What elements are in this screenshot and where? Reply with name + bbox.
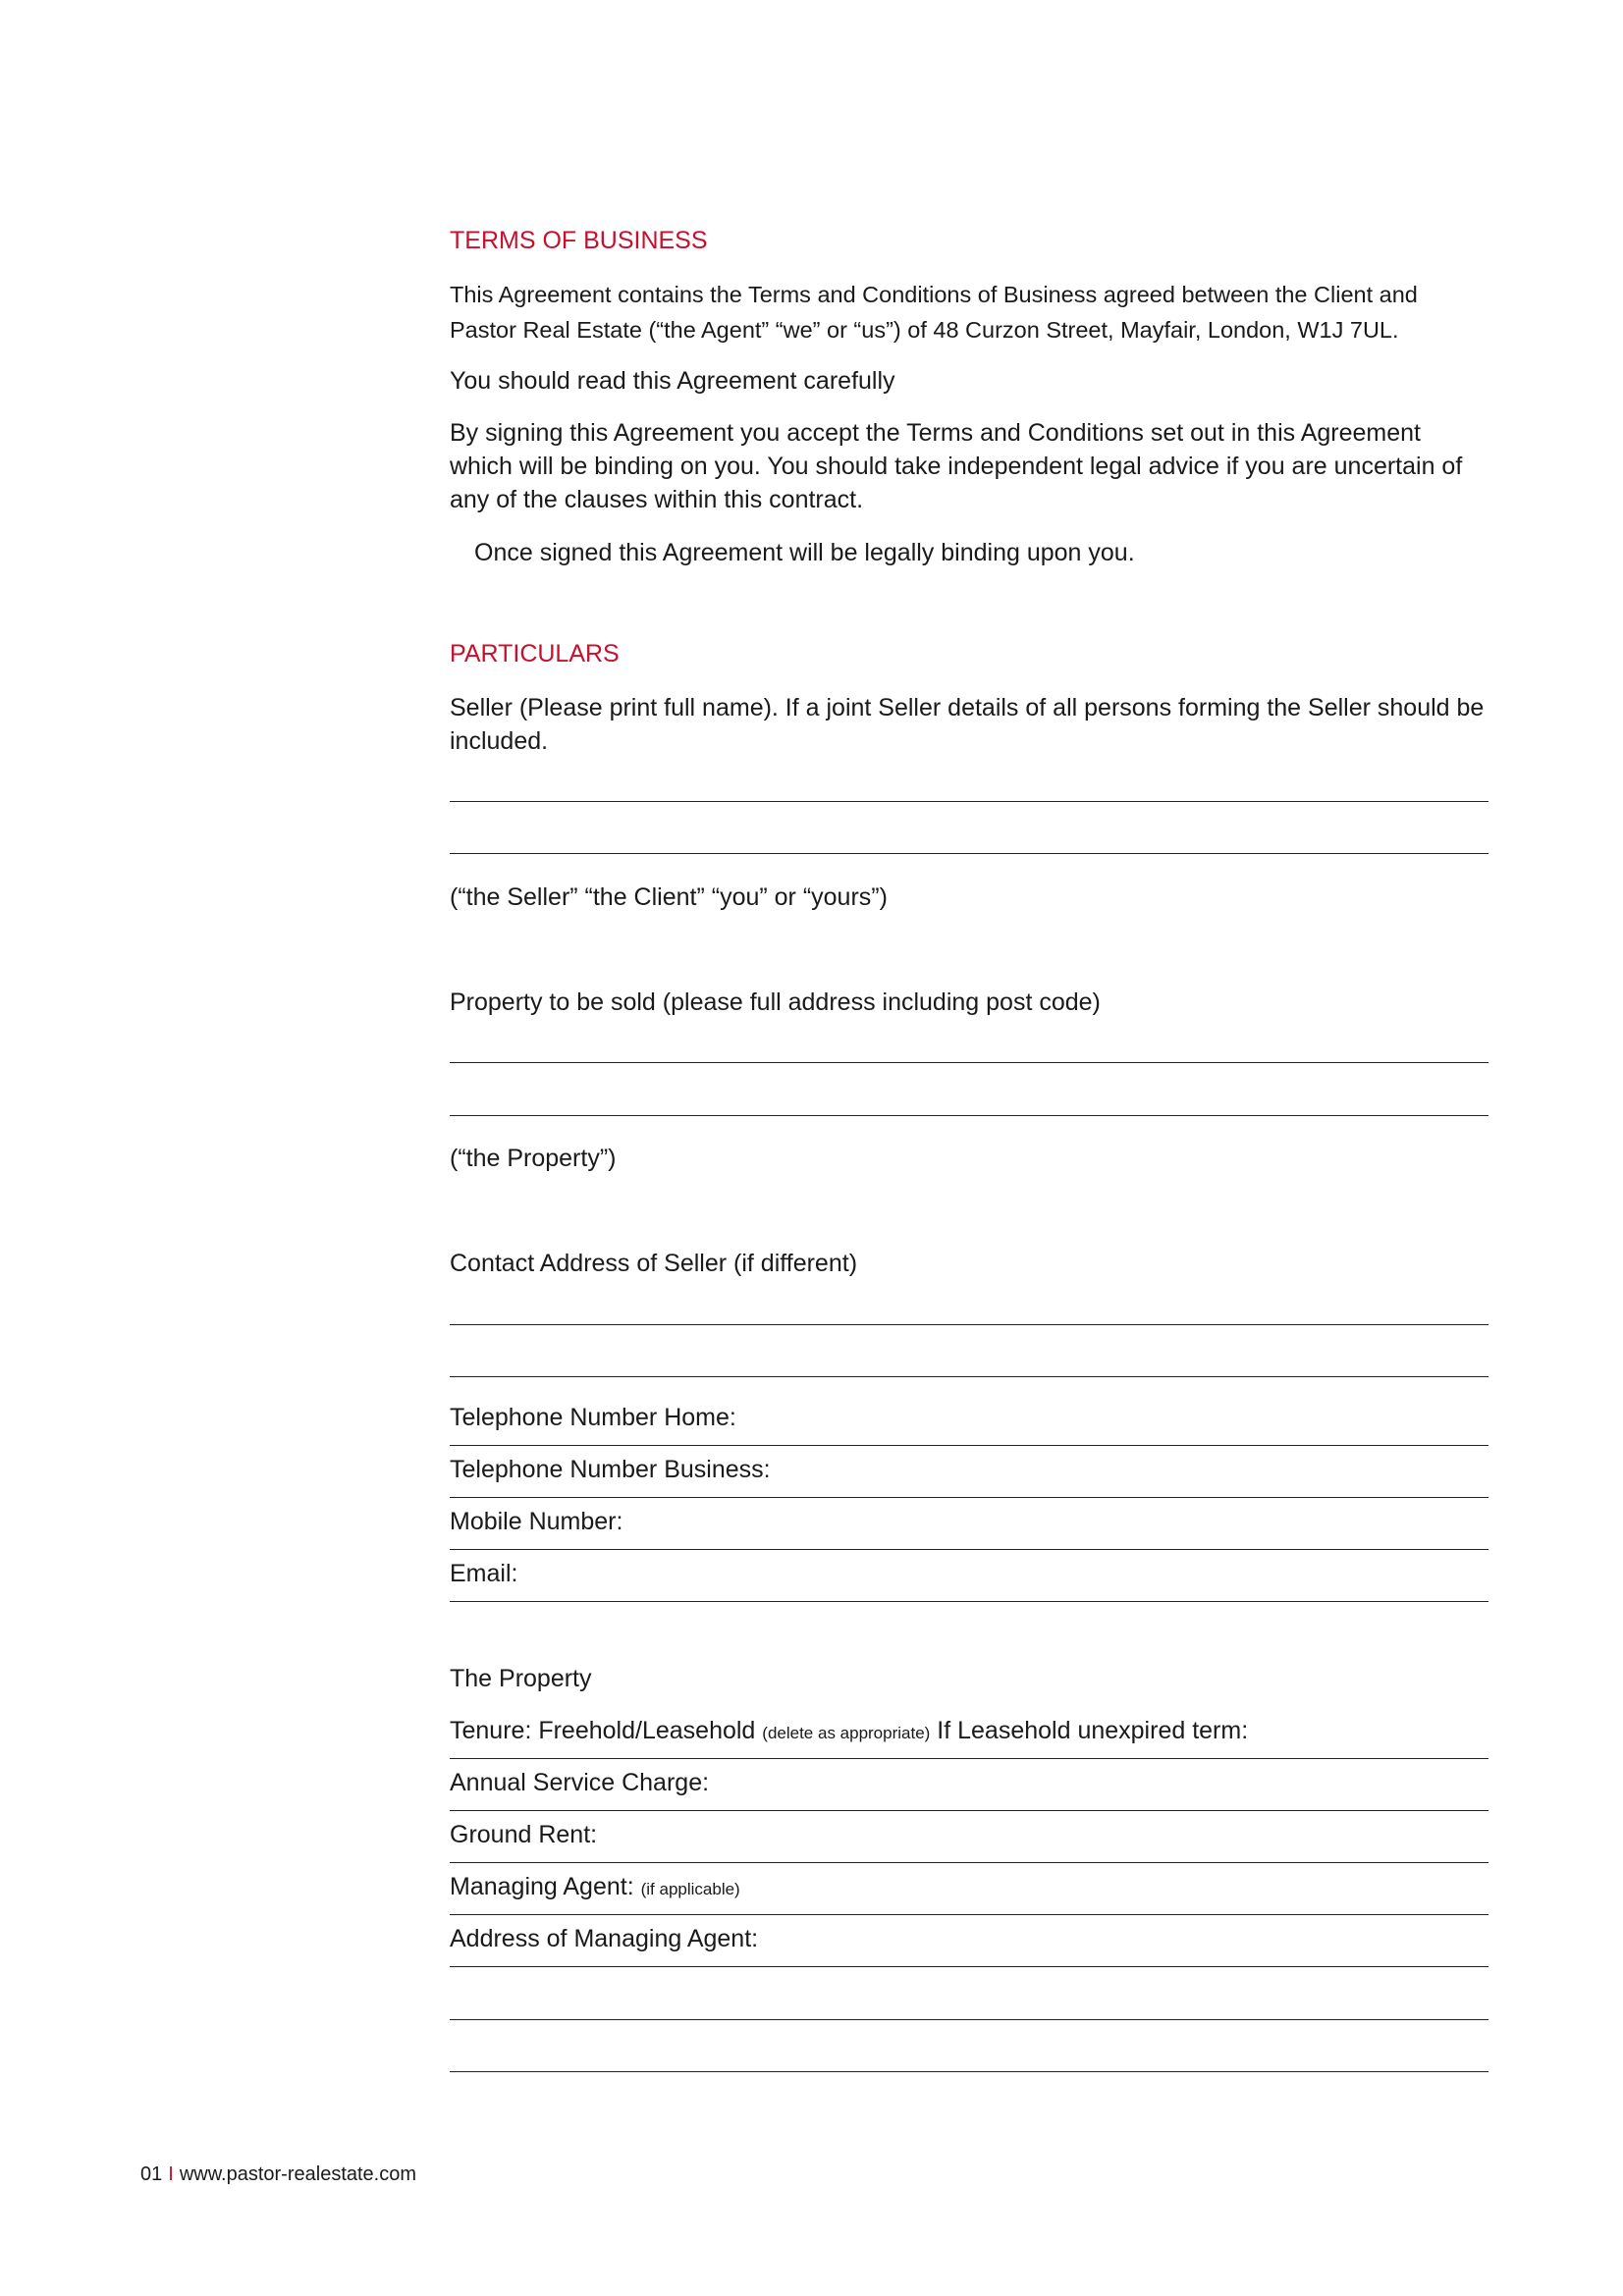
ground-rent-label: Ground Rent: — [450, 1821, 598, 1848]
page-footer — [140, 2163, 416, 2186]
phone-home-line[interactable] — [450, 1445, 1488, 1446]
tenure-suffix: If Leasehold unexpired term: — [937, 1717, 1249, 1744]
service-charge-label: Annual Service Charge: — [450, 1769, 710, 1796]
managing-agent-line[interactable] — [450, 1914, 1488, 1915]
terms-intro-paragraph: This Agreement contains the Terms and Conditions of Business agreed between the Client and Pastor Real Estate (“the Agent” “we” or “us”) of 48 Curzon Street, Mayfair, London, W1J 7UL. — [450, 282, 1418, 343]
contact-address-line-2[interactable] — [450, 1376, 1488, 1377]
managing-agent-note: (if applicable) — [640, 1880, 740, 1898]
page-number: 01 — [140, 2163, 163, 2185]
seller-name-line-2[interactable] — [450, 853, 1488, 854]
email-label: Email: — [450, 1560, 518, 1587]
tenure-note: (delete as appropriate) — [762, 1724, 931, 1742]
managing-agent-address-line-3[interactable] — [450, 2071, 1488, 2072]
particulars-heading: PARTICULARS — [450, 640, 620, 667]
contact-address-line-1[interactable] — [450, 1324, 1488, 1325]
mobile-line[interactable] — [450, 1549, 1488, 1550]
tenure-text: Tenure: Freehold/Leasehold — [450, 1717, 756, 1744]
contact-address-label: Contact Address of Seller (if different) — [450, 1250, 858, 1277]
mobile-label: Mobile Number: — [450, 1508, 623, 1535]
managing-agent-address-line-2[interactable] — [450, 2019, 1488, 2020]
email-line[interactable] — [450, 1601, 1488, 1602]
footer-website-link[interactable]: www.pastor-realestate.com — [179, 2163, 417, 2185]
property-section-heading: The Property — [450, 1665, 592, 1692]
tenure-line[interactable] — [450, 1758, 1488, 1759]
property-instructions: Property to be sold (please full address including post code) — [450, 988, 1101, 1016]
binding-terms-paragraph: By signing this Agreement you accept the Terms and Conditions set out in this Agreement which will be binding on you. You should take independent legal advice if you are uncertain of any of the clauses within this contract. — [450, 419, 1463, 513]
footer-separator: I — [168, 2163, 174, 2185]
seller-instructions: Seller (Please print full name). If a joint Seller details of all persons forming the Seller should be included. — [450, 694, 1485, 755]
phone-business-line[interactable] — [450, 1497, 1488, 1498]
read-carefully-paragraph: You should read this Agreement carefully — [450, 367, 895, 395]
managing-agent-text: Managing Agent: — [450, 1873, 634, 1900]
phone-business-label: Telephone Number Business: — [450, 1456, 771, 1483]
managing-agent-label — [450, 1873, 740, 1901]
property-address-line-1[interactable] — [450, 1062, 1488, 1063]
seller-definition: (“the Seller” “the Client” “you” or “yours”) — [450, 883, 888, 911]
ground-rent-line[interactable] — [450, 1862, 1488, 1863]
phone-home-label: Telephone Number Home: — [450, 1404, 736, 1431]
service-charge-line[interactable] — [450, 1810, 1488, 1811]
tenure-label — [450, 1717, 1248, 1745]
property-address-line-2[interactable] — [450, 1115, 1488, 1116]
managing-agent-address-line-1[interactable] — [450, 1966, 1488, 1967]
managing-agent-address-label: Address of Managing Agent: — [450, 1925, 759, 1952]
property-definition: (“the Property”) — [450, 1145, 617, 1172]
seller-name-line-1[interactable] — [450, 801, 1488, 802]
legally-binding-paragraph: Once signed this Agreement will be legally binding upon you. — [474, 539, 1135, 566]
terms-heading: TERMS OF BUSINESS — [450, 227, 708, 254]
